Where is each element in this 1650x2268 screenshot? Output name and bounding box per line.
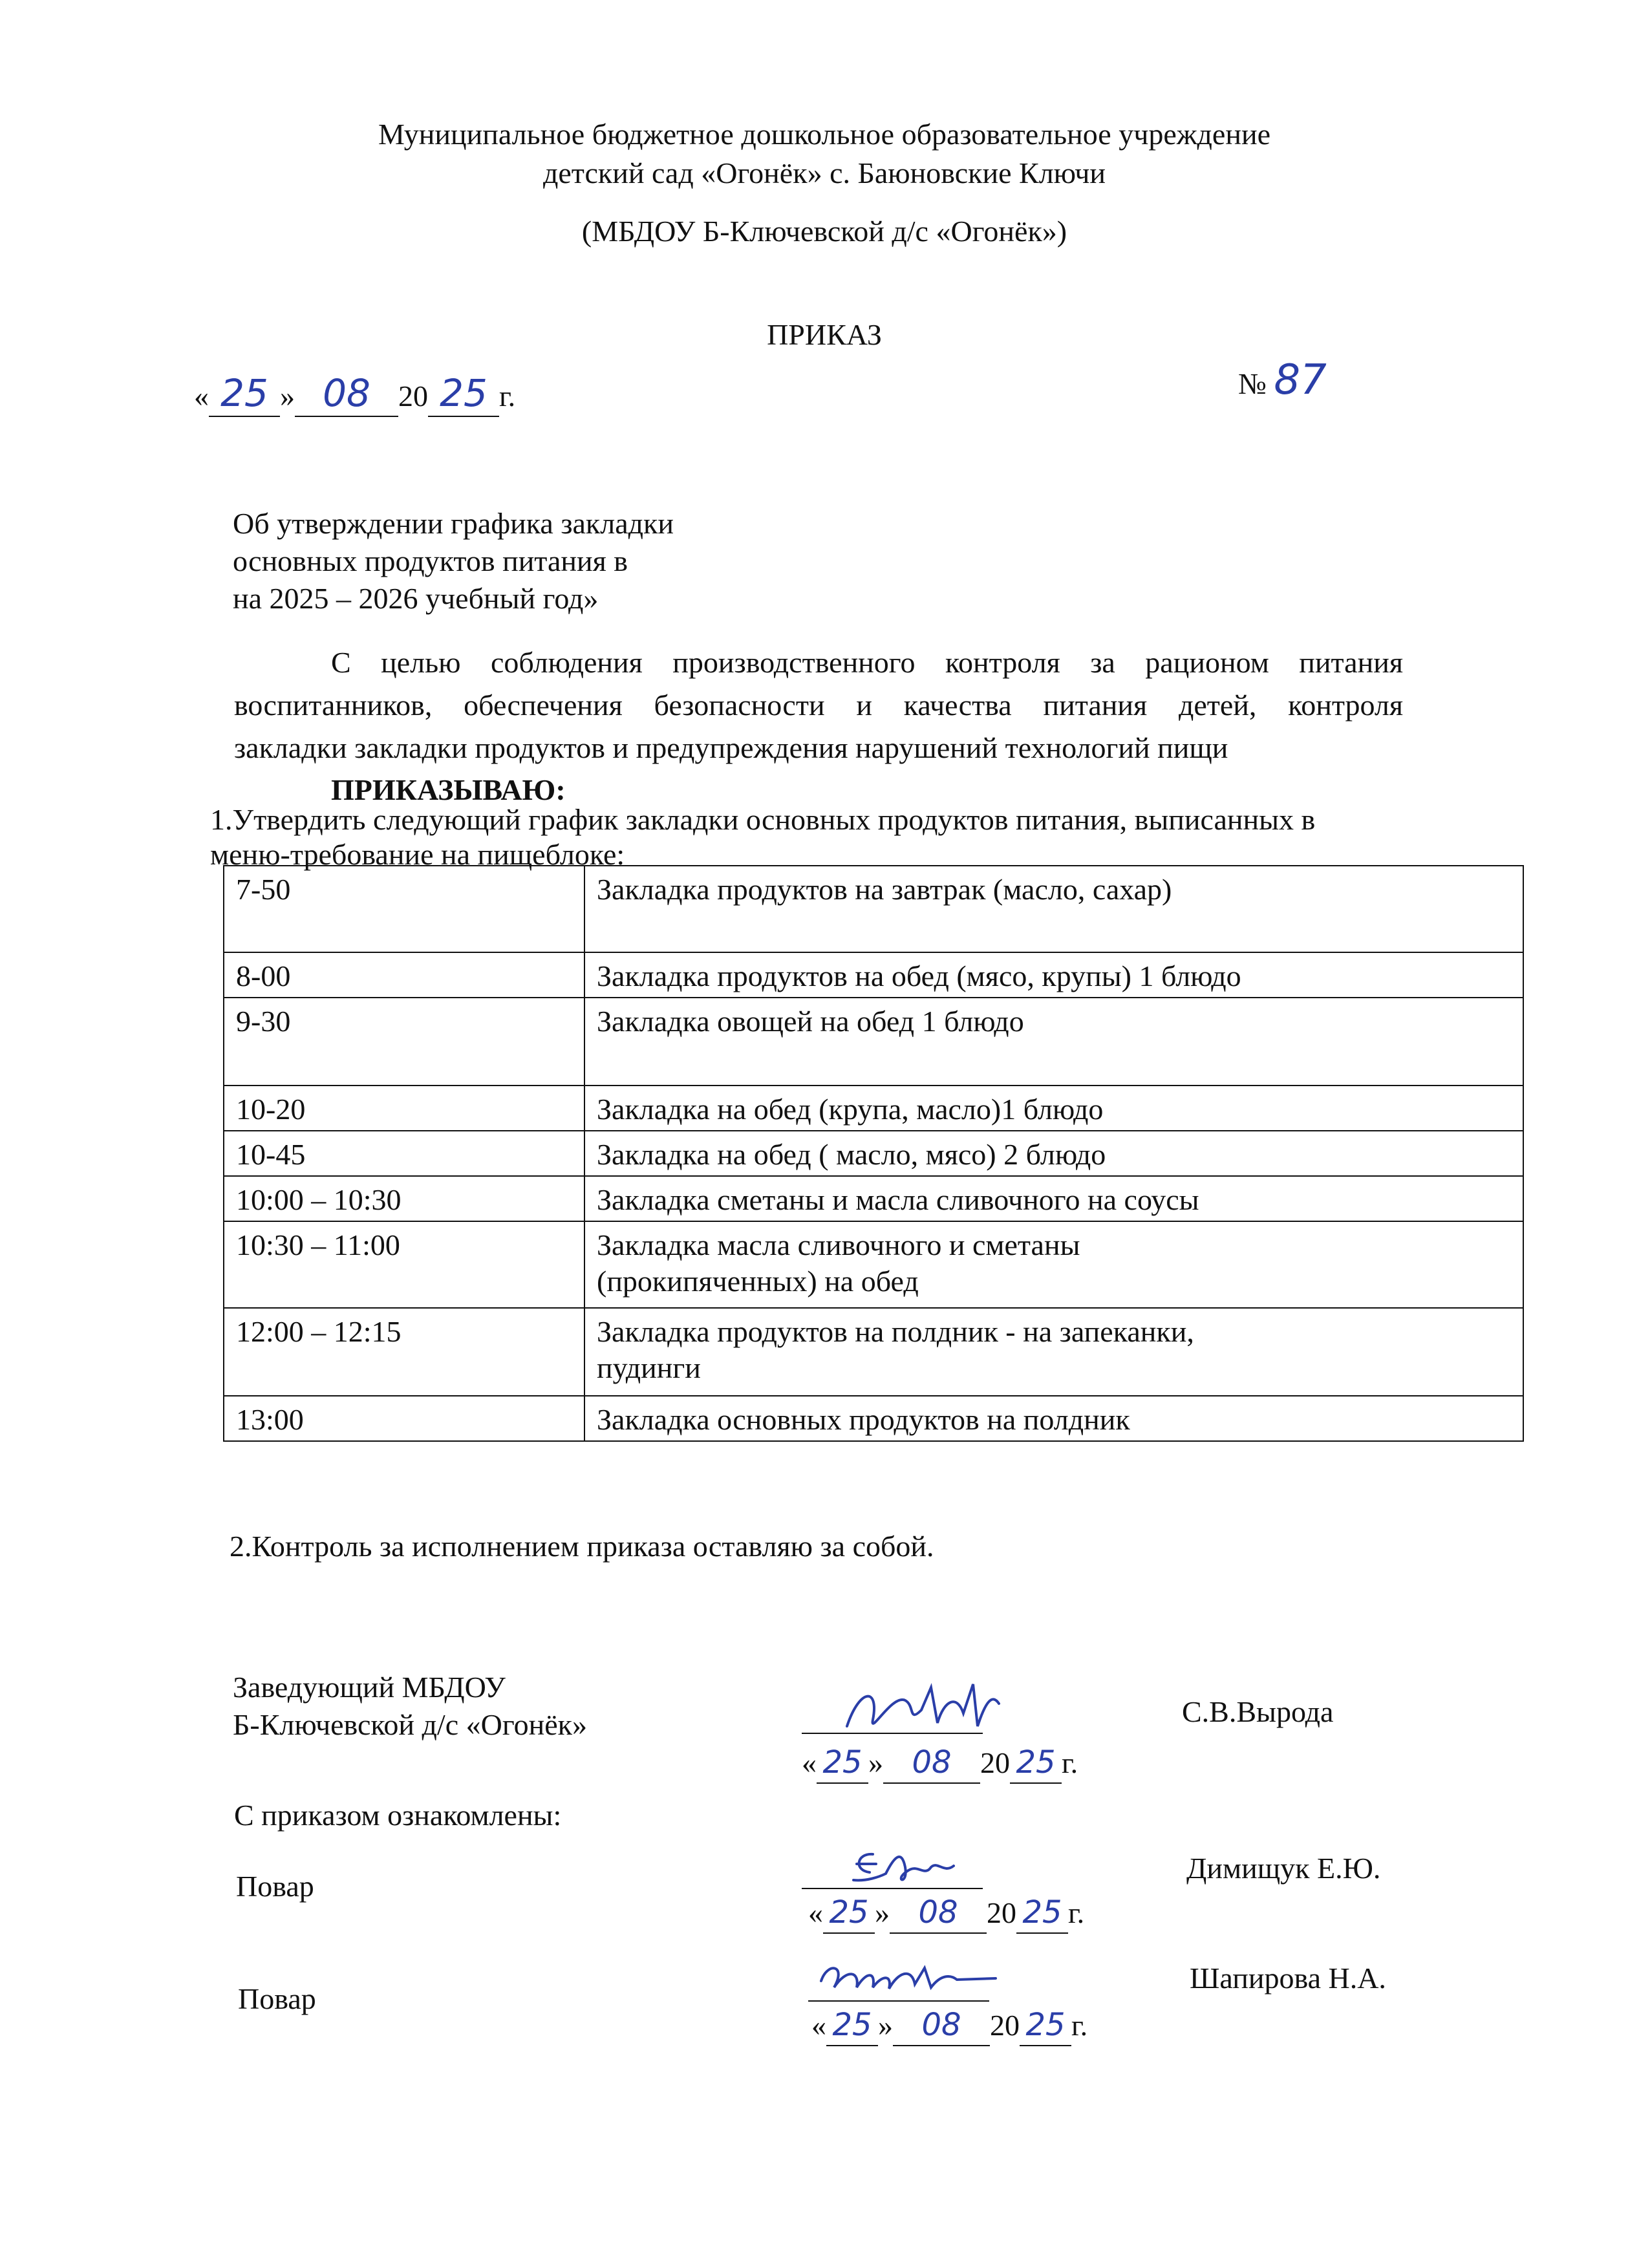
- table-row: [224, 1308, 1523, 1396]
- table-row: [224, 1221, 1523, 1308]
- schedule-description-line: Закладка продуктов на полдник - на запеканки,: [597, 1315, 1194, 1348]
- table-row: [224, 952, 1523, 998]
- item1-line2: меню-требование на пищеблоке:: [210, 838, 625, 871]
- staff2-sign-year: 25: [1025, 2007, 1066, 2043]
- schedule-description: [584, 1308, 1523, 1396]
- staff2-sign-month: 08: [921, 2007, 961, 2043]
- date-quote-open: «: [194, 380, 209, 412]
- date-year-prefix: 20: [398, 380, 428, 412]
- schedule-time: 10-45: [224, 1131, 584, 1176]
- head-position-line2: Б-Ключевской д/с «Огонёк»: [233, 1708, 587, 1741]
- schedule-time: 10-20: [224, 1086, 584, 1131]
- schedule-description-line: (прокипяченных) на обед: [597, 1265, 919, 1298]
- preamble-line2: воспитанников, обеспечения безопасности и качества питания детей, контроля: [234, 689, 1403, 722]
- table-row: [224, 1131, 1523, 1176]
- order-number: [1238, 356, 1327, 404]
- head-signature-icon: [834, 1674, 1002, 1746]
- table-row: [224, 866, 1523, 952]
- table-row: [224, 1176, 1523, 1221]
- staff2-signature-icon: [808, 1949, 1002, 2007]
- order-number-value: 87: [1274, 356, 1327, 404]
- date-month: 08: [323, 371, 370, 415]
- subject-line3: на 2025 – 2026 учебный год»: [233, 582, 599, 615]
- staff1-position: Повар: [236, 1870, 314, 1903]
- order-date: [194, 371, 516, 417]
- schedule-description: Закладка овощей на обед 1 блюдо: [584, 998, 1523, 1086]
- table-row: [224, 998, 1523, 1086]
- date-quote-close: »: [280, 380, 295, 412]
- staff1-sign-day: 25: [829, 1894, 869, 1931]
- schedule-description: Закладка основных продуктов на полдник: [584, 1396, 1523, 1441]
- order-number-label: №: [1238, 367, 1267, 400]
- head-position-line1: Заведующий МБДОУ: [233, 1671, 506, 1704]
- schedule-time: 8-00: [224, 952, 584, 998]
- staff1-sign-month: 08: [918, 1894, 958, 1931]
- schedule-time: 7-50: [224, 866, 584, 952]
- schedule-description: Закладка продуктов на обед (мясо, крупы) 1 блюдо: [584, 952, 1523, 998]
- head-sign-month: 08: [912, 1744, 952, 1781]
- staff1-signature-icon: [841, 1841, 970, 1893]
- preamble-line1: С целью соблюдения производственного контроля за рационом питания: [331, 646, 1403, 679]
- schedule-description: Закладка на обед ( масло, мясо) 2 блюдо: [584, 1131, 1523, 1176]
- table-row: [224, 1396, 1523, 1441]
- acquainted-label: С приказом ознакомлены:: [234, 1799, 562, 1832]
- head-sign-day: 25: [822, 1744, 862, 1781]
- staff2-sign-date: « 25 » 08 20 25 г.: [811, 2006, 1088, 2046]
- schedule-table: [223, 865, 1524, 1442]
- org-name-line2: детский сад «Огонёк» с. Баюновские Ключи: [542, 156, 1106, 189]
- preamble-line3: закладки закладки продуктов и предупреждения нарушений технологий пищи: [234, 731, 1228, 764]
- schedule-description: Закладка на обед (крупа, масло)1 блюдо: [584, 1086, 1523, 1131]
- decree-heading: ПРИКАЗЫВАЮ:: [331, 773, 566, 806]
- head-name: С.В.Вырода: [1182, 1695, 1334, 1728]
- head-sign-date: « 25 » 08 20 25 г.: [802, 1743, 1078, 1784]
- staff2-sign-year-prefix: 20: [990, 2009, 1020, 2042]
- table-row: [224, 1086, 1523, 1131]
- staff2-sign-day: 25: [832, 2007, 872, 2043]
- staff1-sign-year: 25: [1022, 1894, 1062, 1931]
- schedule-description: Закладка продуктов на завтрак (масло, сахар): [584, 866, 1523, 952]
- subject-line1: Об утверждении графика закладки: [233, 507, 674, 540]
- org-short-name: (МБДОУ Б-Ключевской д/с «Огонёк»): [581, 215, 1067, 248]
- schedule-time: 13:00: [224, 1396, 584, 1441]
- staff1-sign-suffix: г.: [1068, 1896, 1085, 1929]
- staff1-sign-date: « 25 » 08 20 25 г.: [808, 1893, 1084, 1934]
- schedule-time: 10:30 – 11:00: [224, 1221, 584, 1308]
- schedule-time: 9-30: [224, 998, 584, 1086]
- item2-text: 2.Контроль за исполнением приказа оставляю за собой.: [230, 1530, 934, 1563]
- schedule-description: [584, 1221, 1523, 1308]
- order-title: ПРИКАЗ: [767, 318, 882, 351]
- item1-line1: 1.Утвердить следующий график закладки основных продуктов питания, выписанных в: [210, 803, 1316, 836]
- head-sign-suffix: г.: [1062, 1746, 1078, 1779]
- date-day: 25: [220, 371, 268, 415]
- preamble: [234, 641, 1403, 769]
- schedule-description-line: Закладка масла сливочного и сметаны: [597, 1228, 1080, 1261]
- date-year: 25: [440, 371, 488, 415]
- org-name-line1: Муниципальное бюджетное дошкольное образовательное учреждение: [378, 118, 1270, 151]
- staff2-position: Повар: [238, 1982, 316, 2015]
- subject-line2: основных продуктов питания в: [233, 544, 628, 577]
- schedule-time: 10:00 – 10:30: [224, 1176, 584, 1221]
- staff2-sign-suffix: г.: [1071, 2009, 1088, 2042]
- schedule-time: 12:00 – 12:15: [224, 1308, 584, 1396]
- head-sign-year-prefix: 20: [980, 1746, 1010, 1779]
- staff1-name: Димищук Е.Ю.: [1186, 1852, 1381, 1885]
- schedule-description: Закладка сметаны и масла сливочного на соусы: [584, 1176, 1523, 1221]
- date-suffix: г.: [499, 380, 516, 412]
- staff2-name: Шапирова Н.А.: [1190, 1962, 1386, 1995]
- staff1-sign-year-prefix: 20: [987, 1896, 1016, 1929]
- head-sign-year: 25: [1016, 1744, 1056, 1781]
- schedule-description-line: пудинги: [597, 1351, 701, 1384]
